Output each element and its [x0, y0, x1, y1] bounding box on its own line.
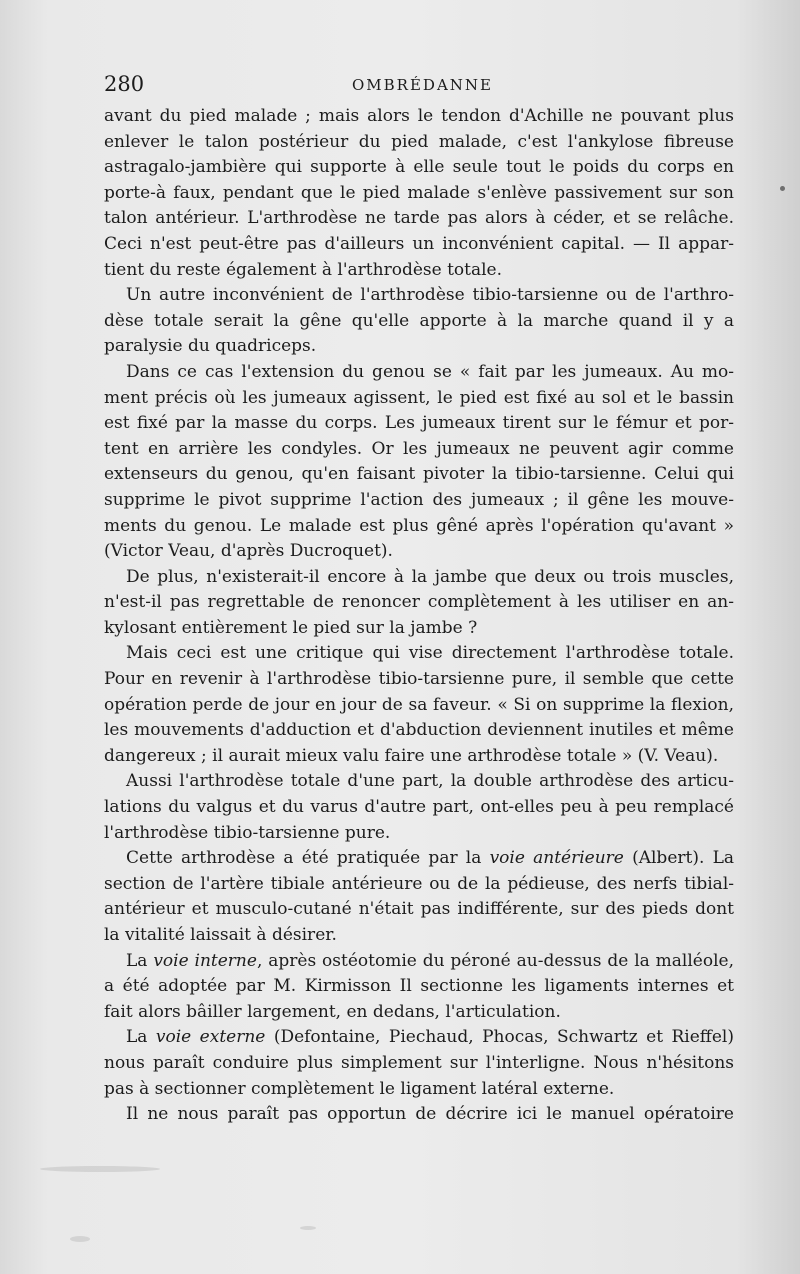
- text-line: porte-à faux, pendant que le pied malade s'enlève passivement sur son: [104, 182, 734, 203]
- text-line: ments du genou. Le malade est plus gêné après l'opération qu'avant »: [104, 515, 734, 536]
- text-line: a été adoptée par M. Kirmisson Il sectionne les ligaments internes et: [104, 976, 734, 997]
- text-line: lations du valgus et du varus d'autre part, ont-elles peu à peu remplacé: [104, 797, 734, 818]
- text-line: enlever le talon postérieur du pied malade, c'est l'ankylose fibreuse: [104, 131, 734, 152]
- text-line: avant du pied malade ; mais alors le tendon d'Achille ne pouvant plus: [104, 106, 734, 126]
- text-line: nous paraît conduire plus simplement sur l'interligne. Nous n'hésitons: [104, 1052, 734, 1073]
- text-line: Ceci n'est peut-être pas d'ailleurs un inconvénient capital. — Il appar-: [104, 233, 734, 254]
- text-line: pas à sectionner complètement le ligament latéral externe.: [104, 1078, 615, 1099]
- text-line: astragalo-jambière qui supporte à elle seule tout le poids du corps en: [104, 157, 734, 178]
- text-line: Cette arthrodèse a été pratiquée par la voie antérieure (Albert). La: [126, 848, 735, 869]
- text-line: ment précis où les jumeaux agissent, le pied est fixé au sol et le bassin: [104, 387, 734, 408]
- paper-stain: [70, 1236, 90, 1242]
- italic-voie-externe: voie externe: [155, 1027, 266, 1048]
- text-line: section de l'artère tibiale antérieure ou de la pédieuse, des nerfs tibial-: [104, 873, 734, 894]
- text-line: paralysie du quadriceps.: [104, 336, 317, 357]
- page-header: [104, 72, 744, 104]
- text-line: Aussi l'arthrodèse totale d'une part, la double arthrodèse des articu-: [126, 771, 734, 792]
- text-line: De plus, n'existerait-il encore à la jambe que deux ou trois muscles,: [126, 566, 734, 587]
- text-line: est fixé par la masse du corps. Les jumeaux tirent sur le fémur et por-: [104, 413, 734, 434]
- paper-stain: [300, 1226, 316, 1230]
- text-line: (Victor Veau, d'après Ducroquet).: [104, 541, 393, 562]
- text-line: dèse totale serait la gêne qu'elle apporte à la marche quand il y a: [104, 310, 734, 331]
- text-line: talon antérieur. L'arthrodèse ne tarde pas alors à céder, et se relâche.: [104, 208, 734, 229]
- running-head: OMBRÉDANNE: [352, 76, 493, 94]
- italic-voie-anterieure: voie antérieure: [489, 848, 624, 869]
- text-line: antérieur et musculo-cutané n'était pas indifférente, sur des pieds dont: [104, 899, 734, 920]
- ink-spot: [780, 186, 785, 191]
- text-line: kylosant entièrement le pied sur la jambe ?: [104, 617, 478, 638]
- text-line: supprime le pivot supprime l'action des jumeaux ; il gêne les mouve-: [104, 489, 734, 510]
- page-number: 280: [104, 72, 145, 96]
- text-line: Mais ceci est une critique qui vise directement l'arthrodèse totale.: [126, 643, 734, 664]
- paper-stain: [40, 1166, 160, 1172]
- text-line: La voie interne, après ostéotomie du péroné au-dessus de la malléole,: [126, 950, 735, 971]
- text-line: les mouvements d'adduction et d'abduction deviennent inutiles et même: [104, 720, 734, 741]
- text-line: la vitalité laissait à désirer.: [104, 925, 337, 945]
- text-line: n'est-il pas regrettable de renoncer complètement à les utiliser en an-: [104, 592, 734, 613]
- body-text: [104, 104, 734, 1128]
- text-line: Un autre inconvénient de l'arthrodèse tibio-tarsienne ou de l'arthro-: [126, 285, 734, 306]
- text-line: tient du reste également à l'arthrodèse totale.: [104, 259, 503, 280]
- text-line: l'arthrodèse tibio-tarsienne pure.: [104, 822, 391, 843]
- text-line: tent en arrière les condyles. Or les jumeaux ne peuvent agir comme: [104, 438, 734, 459]
- text-line: Dans ce cas l'extension du genou se « fait par les jumeaux. Au mo-: [126, 361, 734, 382]
- text-line: dangereux ; il aurait mieux valu faire une arthrodèse totale » (V. Veau).: [104, 745, 719, 766]
- text-line: extenseurs du genou, qu'en faisant pivoter la tibio-tarsienne. Celui qui: [104, 464, 734, 485]
- italic-voie-interne: voie interne: [153, 950, 257, 971]
- text-line: La voie externe (Defontaine, Piechaud, Phocas, Schwartz et Rieffel): [126, 1027, 734, 1048]
- text-line: Pour en revenir à l'arthrodèse tibio-tarsienne pure, il semble que cette: [104, 669, 734, 690]
- text-line: fait alors bâiller largement, en dedans, l'articulation.: [104, 1001, 561, 1022]
- text-line: Il ne nous paraît pas opportun de décrire ici le manuel opératoire: [126, 1104, 734, 1125]
- text-line: opération perde de jour en jour de sa faveur. « Si on supprime la flexion,: [104, 694, 734, 715]
